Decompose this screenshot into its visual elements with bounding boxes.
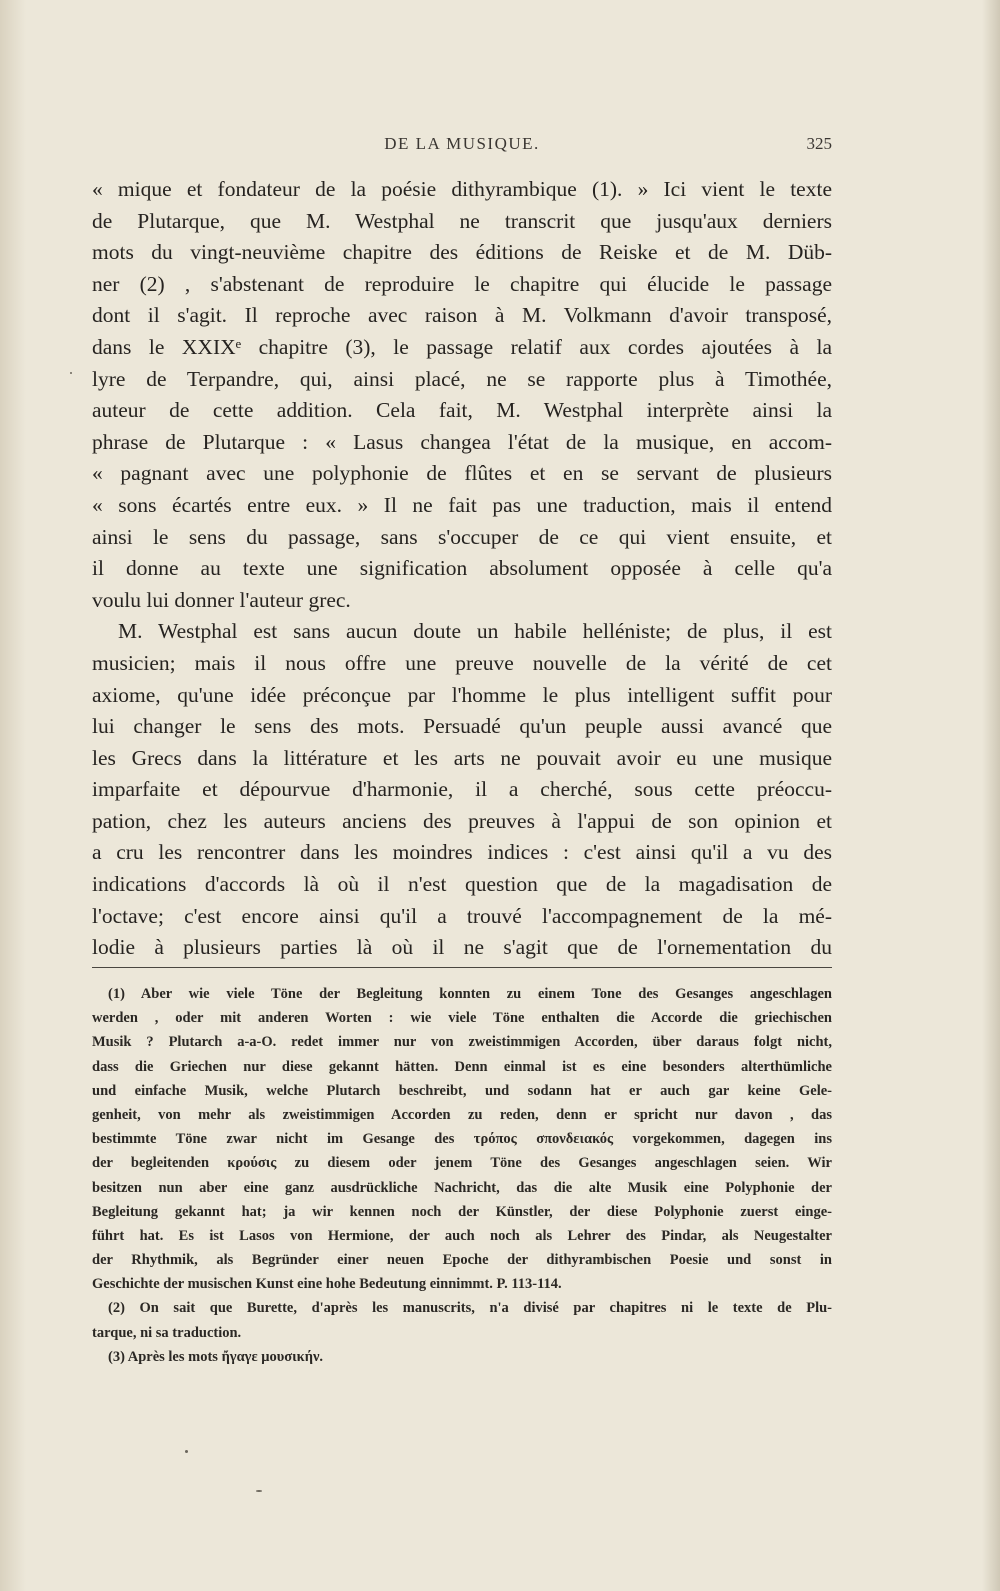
page-edge-left [0,0,26,1591]
footnote-line: und einfache Musik, welche Plutarch beschreibt, und sodann hat er auch gar keine Gele- [92,1082,832,1099]
page-edge-right [982,0,1000,1591]
page-number: 325 [806,134,832,153]
text-line: lyre de Terpandre, qui, ainsi placé, ne se rapporte plus à Timothée, [92,366,832,391]
text-line: axiome, qu'une idée préconçue par l'homme le plus intelligent suffit pour [92,682,832,707]
text-line: « mique et fondateur de la poésie dithyrambique (1). » Ici vient le texte [92,177,832,201]
text-line: imparfaite et dépourvue d'harmonie, il a cherché, sous cette préoccu- [92,777,832,802]
footnote-line: (1) Aber wie viele Töne der Begleitung konnten zu einem Tone des Gesanges angeschlagen [108,986,832,1002]
text-line: ner (2) , s'abstenant de reproduire le chapitre qui élucide le passage [92,271,832,296]
footnote-rule [92,967,832,968]
text-line: lodie à plusieurs parties là où il ne s'agit que de l'ornementation du [92,935,832,960]
text-line: dont il s'agit. Il reproche avec raison à M. Volkmann d'avoir transposé, [92,303,832,328]
page-header [92,131,832,161]
footnote-line: bestimmte Töne zwar nicht im Gesange des τρόπος σπονδειακός vorgekommen, dagegen ins [92,1131,832,1148]
text-line: dans le XXIXᵉ chapitre (3), le passage relatif aux cordes ajoutées à la [92,334,832,359]
text-line: « sons écartés entre eux. » Il ne fait pas une traduction, mais il entend [92,492,832,517]
text-line: mots du vingt-neuvième chapitre des éditions de Reiske et de M. Düb- [92,240,832,265]
footnote-line: genheit, von mehr als zweistimmigen Accorden zu reden, denn er spricht nur davon , das [92,1106,832,1123]
text-line: phrase de Plutarque : « Lasus changea l'état de la musique, en accom- [92,429,832,454]
text-line: auteur de cette addition. Cela fait, M. Westphal interprète ainsi la [92,398,832,423]
text-line: ainsi le sens du passage, sans s'occuper de ce qui vient ensuite, et [92,524,832,549]
footnote-line: der Rhythmik, als Begründer einer neuen Epoche der dithyrambischen Poesie und sonst in [92,1252,832,1269]
text-line: les Grecs dans la littérature et les arts ne pouvait avoir eu une musique [92,745,832,770]
footnote-line: werden , oder mit anderen Worten : wie viele Töne enthalten die Accorde die griechischen [92,1010,832,1027]
text-line: voulu lui donner l'auteur grec. [92,587,351,612]
footnote-line: besitzen nun aber eine ganz ausdrückliche Nachricht, das die alte Musik eine Polyphonie der [92,1179,832,1196]
footnotes [92,982,832,1369]
text-line: « pagnant avec une polyphonie de flûtes et en se servant de plusieurs [92,461,832,486]
footnote-line: tarque, ni sa traduction. [92,1324,242,1341]
text-line: M. Westphal est sans aucun doute un habile helléniste; de plus, il est [118,619,832,644]
footnote-line: (2) On sait que Burette, d'après les manuscrits, n'a divisé par chapitres ni le texte de Plu- [108,1300,832,1317]
footnote-line: dass die Griechen nur diese gekannt hätten. Denn einmal ist es eine besonders alterthümliche [92,1058,832,1075]
paper-speck [256,1490,262,1492]
text-line: lui changer le sens des mots. Persuadé qu'un peuple aussi avancé que [92,714,832,739]
text-line: indications d'accords là où il n'est question que de la magadisation de [92,872,832,897]
main-text [92,174,832,964]
footnote-line: Begleitung gekannt hat; ja wir kennen noch der Künstler, der diese Polyphonie zuerst einge- [92,1203,832,1220]
footnote-line: (3) Après les mots ἤγαγε μουσικήν. [108,1348,324,1365]
footnote-line: Geschichte der musischen Kunst eine hohe Bedeutung einnimmt. P. 113-114. [92,1276,562,1293]
running-title: DE LA MUSIQUE. [384,134,540,153]
paper-speck [185,1450,188,1453]
text-line: de Plutarque, que M. Westphal ne transcrit que jusqu'aux derniers [92,208,832,233]
footnote-line: der begleitenden κρούσις zu diesem oder jenem Töne des Gesanges angeschlagen seien. Wir [92,1155,832,1172]
text-line: il donne au texte une signification absolument opposée à celle qu'a [92,556,832,581]
text-line: l'octave; c'est encore ainsi qu'il a trouvé l'accompagnement de la mé- [92,903,832,928]
text-line: a cru les rencontrer dans les moindres indices : c'est ainsi qu'il a vu des [92,840,832,865]
footnote-line: führt hat. Es ist Lasos von Hermione, der auch noch als Lehrer des Pindar, als Neugestalter [92,1227,832,1244]
text-line: pation, chez les auteurs anciens des preuves à l'appui de son opinion et [92,808,832,833]
text-line: musicien; mais il nous offre une preuve nouvelle de la vérité de cet [92,650,832,675]
footnote-line: Musik ? Plutarch a-a-O. redet immer nur von zweistimmigen Accorden, über daraus folgt nicht, [92,1034,832,1051]
paper-speck [70,372,72,374]
